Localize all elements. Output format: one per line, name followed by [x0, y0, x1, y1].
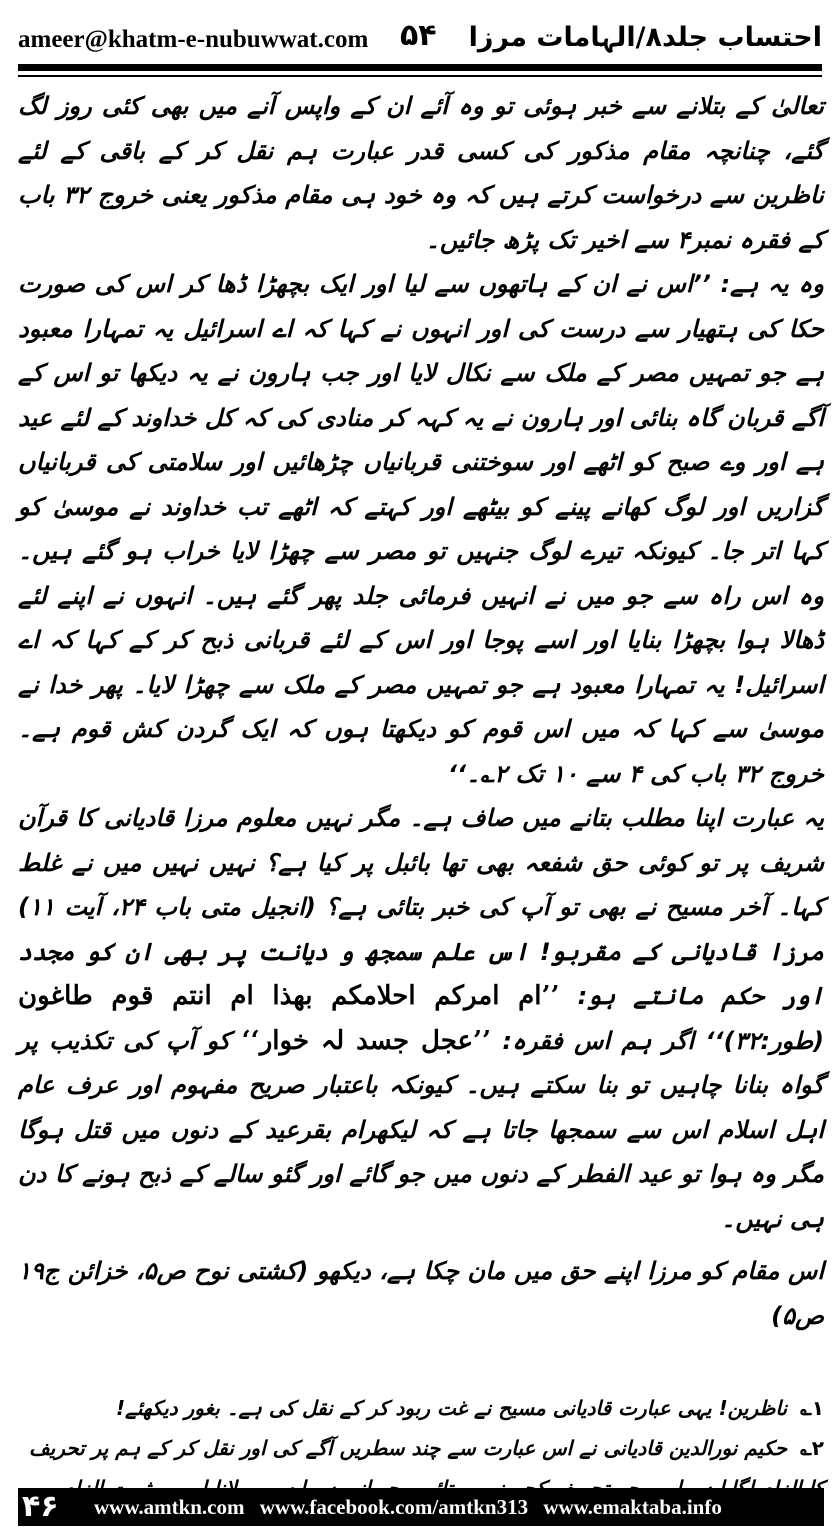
main-text	[18, 84, 824, 1338]
paragraph-2: وہ یہ ہے: ’’اس نے ان کے ہاتھوں سے لیا اور ایک بچھڑا ڈھا کر اس کی صورت حکا کی ہتھیار سے درست کی اور انہوں نے کہا کہ اے اسرائیل یہ تمہارا معبود ہے جو تمہیں مصر کے ملک سے نکال لایا اور جب ہارون نے یہ دیکھا تو اس کے آگے قربان گاہ بنائی اور ہارون نے یہ کہہ کر منادی کی کہ کل خداوند کے لئے عید ہے اور وے صبح کو اٹھے اور سوختنی قربانیاں چڑھائیں اور سلامتی کی قربانیاں گزاریں اور لوگ کھانے پینے کو بیٹھے اور کہتے کہ اٹھے تب خداوند نے موسیٰ کو کہا اتر جا۔ کیونکہ تیرے لوگ جنہیں تو مصر سے چھڑا لایا خراب ہو گئے ہیں۔ وہ اس راہ سے جو میں نے انہیں فرمائی جلد پھر گئے ہیں۔ انہوں نے اپنے لئے ڈھالا ہوا بچھڑا بنایا اور اسے پوجا اور اس کے لئے قربانی ذبح کر کے کہا کہ اے اسرائیل! یہ تمہارا معبود ہے جو تمہیں مصر کے ملک سے چھڑا لایا۔ پھر خدا نے موسیٰ سے کہا کہ میں اس قوم کو دیکھتا ہوں کہ ایک گردن کش قوم ہے۔ خروج ۳۲ باب کی ۴ سے ۱۰ تک ۲؎۔‘‘	[18, 270, 825, 788]
footnote-1-text: ناظرین! یہی عبارت قادیانی مسیح نے غت ربود کر کے نقل کی ہے۔ بغور دیکھئے!	[115, 1396, 788, 1420]
page-header	[0, 0, 840, 70]
footnote-2-text: حکیم نورالدین قادیانی نے اس عبارت سے چند سطریں آگے کی اور نقل کر کے ہم پر تحریف	[28, 1436, 788, 1460]
page-footer	[18, 1488, 824, 1526]
paragraph-1: تعالیٰ کے بتلانے سے خبر ہوئی تو وہ آئے ان کے واپس آنے میں بھی کئی روز لگ گئے، چنانچہ مقام مذکور کی کسی قدر عبارت ہم نقل کر کے باقی کے لئے ناظرین سے درخواست کرتے ہیں کہ وہ خود ہی مقام مذکور یعنی خروج ۳۲ باب کے فقرہ نمبر۴ سے اخیر تک پڑھ جائیں۔	[18, 92, 824, 254]
footer-page-number: ۴۶	[22, 1489, 59, 1524]
paragraph-3-continuation: کو آپ کی تکذیب پر گواہ بنانا چاہیں تو بنا سکتے ہیں۔ کیونکہ باعتبار صریح مفہوم اور عرف عام اہل اسلام اس سے سمجھا جاتا ہے کہ لیکھرام بقرعید کے دنوں میں قتل ہوگا مگر وہ ہوا تو عید الفطر کے دنوں میں جو گائے اور گئو سالے کے ذبح ہونے کا دن ہی نہیں۔	[18, 1026, 825, 1233]
paragraph-3	[18, 796, 824, 1241]
footer-link-amtkn[interactable]: www.amtkn.com	[94, 1495, 245, 1519]
header-email: ameer@khatm-e-nubuwwat.com	[18, 26, 369, 53]
footer-links	[94, 1488, 818, 1526]
header-page-number: ۵۴	[400, 18, 437, 53]
footnote-2-number: ۲؎	[800, 1436, 824, 1460]
footer-link-emaktaba[interactable]: www.emaktaba.info	[543, 1495, 722, 1519]
arabic-quote-1: ’’ام امرکم احلامکم بھذا ام انتم قوم طاغون	[18, 981, 560, 1011]
quran-reference: (طور:۳۲)‘‘ اگر ہم اس فقرہ:	[502, 1026, 825, 1055]
header-title: احتساب جلد۸/الہامات مرزا	[468, 22, 822, 53]
arabic-quote-2: ’’عجل جسد لہ خوار‘‘	[241, 1025, 492, 1056]
footer-link-facebook[interactable]: www.facebook.com/amtkn313	[259, 1495, 529, 1519]
paragraph-3-text: یہ عبارت اپنا مطلب بتانے میں صاف ہے۔ مگر نہیں معلوم مرزا قادیانی کا قرآن شریف پر تو کوئی حق شفعہ بھی تھا بائبل پر کیا ہے؟ نہیں نہیں میں نے غلط کہا۔ آخر مسیح نے بھی تو آپ کی خبر بتائی ہے؟ (انجیل متی باب ۲۴، آیت ۱۱) مرزا قادیانی کے مقربو! اس علم سمجھ و دیانت پر بھی ان کو مجدد اور حکم مانتے ہو:	[18, 804, 825, 1010]
header-rule-thin	[18, 75, 822, 77]
footnote-1	[18, 1388, 824, 1428]
header-rule-thick	[18, 64, 822, 71]
citation-line: اس مقام کو مرزا اپنے حق میں مان چکا ہے، دیکھو (کشتی نوح ص۵، خزائن ج۱۹ ص۵)	[18, 1257, 824, 1330]
footnote-1-number: ۱؎	[800, 1396, 824, 1420]
